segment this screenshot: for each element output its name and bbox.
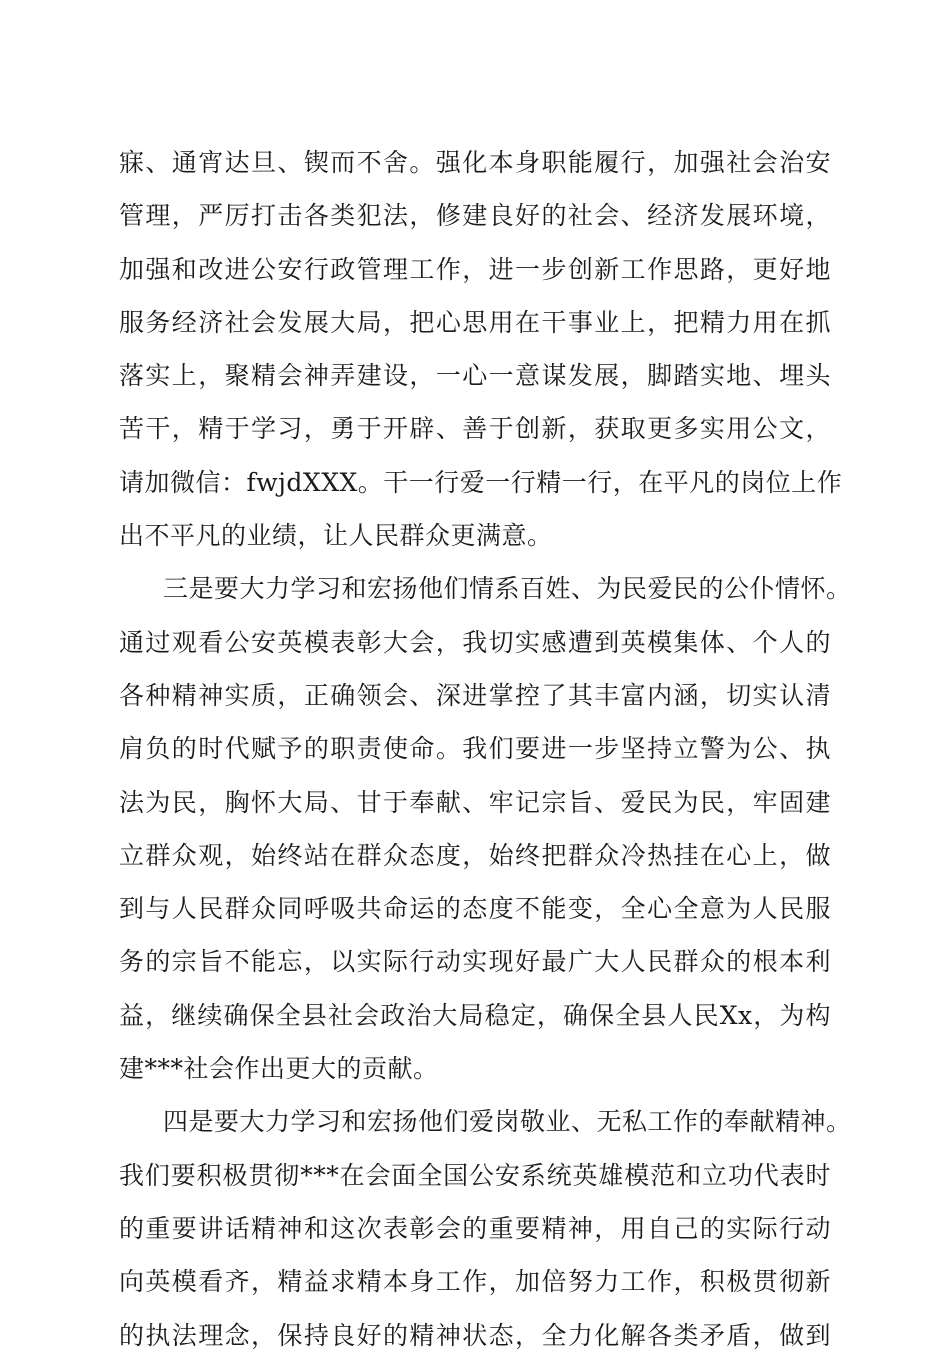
text-line: 出不平凡的业绩，让人民群众更满意。 — [119, 521, 553, 551]
text-line: 各种精神实质，正确领会、深进掌控了其丰富内涵，切实认清 — [119, 680, 831, 710]
text-line: 加强和改进公安行政管理工作，进一步创新工作思路，更好地 — [119, 254, 831, 284]
text-line: 苦干，精于学习，勇于开辟、善于创新，获取更多实用公文， — [119, 414, 831, 444]
text-line: 我们要积极贯彻***在会面全国公安系统英雄模范和立功代表时 — [119, 1160, 831, 1190]
paragraph-three — [119, 569, 852, 1102]
text-line: 寐、通宵达旦、锲而不舍。强化本身职能履行，加强社会治安 — [119, 148, 831, 177]
text-line: 服务经济社会发展大局，把心思用在干事业上，把精力用在抓 — [119, 307, 831, 337]
text-line: 通过观看公安英模表彰大会，我切实感遭到英模集体、个人的 — [119, 627, 831, 657]
document-page — [119, 143, 852, 1369]
text-line: 请加微信：fwjdXXX。干一行爱一行精一行，在平凡的岗位上作 — [119, 467, 843, 497]
text-line: 管理，严厉打击各类犯法，修建良好的社会、经济发展环境， — [119, 201, 831, 231]
text-line: 的执法理念，保持良好的精神状态，全力化解各类矛盾，做到 — [119, 1320, 831, 1350]
text-line: 向英模看齐，精益求精本身工作，加倍努力工作，积极贯彻新 — [119, 1267, 831, 1297]
text-line: 益，继续确保全县社会政治大局稳定，确保全县人民Xx，为构 — [119, 1000, 831, 1030]
text-line: 的重要讲话精神和这次表彰会的重要精神，用自己的实际行动 — [119, 1213, 831, 1243]
text-line: 到与人民群众同呼吸共命运的态度不能变，全心全意为人民服 — [119, 894, 831, 924]
text-line: 法为民，胸怀大局、甘于奉献、牢记宗旨、爱民为民，牢固建 — [119, 787, 831, 817]
paragraph-four — [119, 1102, 852, 1368]
paragraph-heading-line: 三是要大力学习和宏扬他们情系百姓、为民爱民的公仆情怀。 — [163, 574, 852, 604]
text-line: 务的宗旨不能忘，以实际行动实现好最广大人民群众的根本利 — [119, 947, 831, 977]
text-line: 建***社会作出更大的贡献。 — [119, 1054, 439, 1084]
paragraph-heading-line: 四是要大力学习和宏扬他们爱岗敬业、无私工作的奉献精神。 — [163, 1107, 852, 1137]
text-line: 肩负的时代赋予的职责使命。我们要进一步坚持立警为公、执 — [119, 734, 831, 764]
text-line: 落实上，聚精会神弄建设，一心一意谋发展，脚踏实地、埋头 — [119, 361, 831, 391]
paragraph-continuation — [119, 143, 843, 569]
text-line: 立群众观，始终站在群众态度，始终把群众冷热挂在心上，做 — [119, 840, 831, 870]
